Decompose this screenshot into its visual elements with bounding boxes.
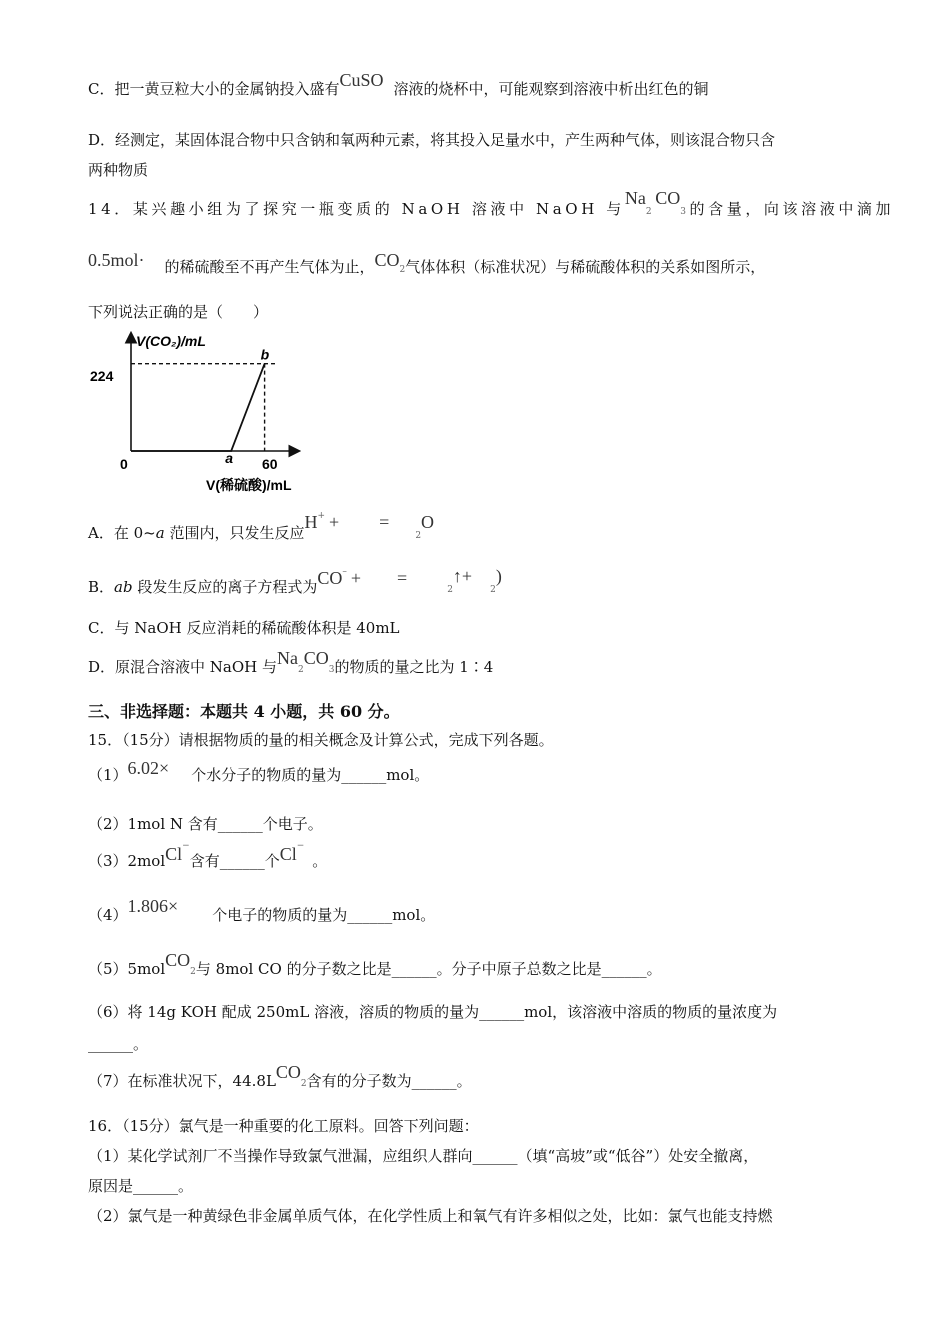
formula-co2-5: CO xyxy=(165,950,191,970)
q14-stem-text: 14．某兴趣小组为了探究一瓶变质的 NaOH 溶液中 NaOH 与 xyxy=(88,200,625,218)
q14-option-b-var: ab xyxy=(114,578,133,596)
q15-part-7-num: （7）在标准状况下，44.8L xyxy=(88,1072,276,1090)
formula-cl: Cl xyxy=(165,844,183,864)
formula-na2co3-part: CO xyxy=(655,188,681,208)
formula-plus-2: + xyxy=(350,568,362,588)
formula-arrow-up: ↑+ xyxy=(452,566,473,586)
q16-heading: 16．（15分）氯气是一种重要的化工原料。回答下列问题： xyxy=(88,1117,479,1135)
q15-part-1-num: （1） xyxy=(88,766,128,784)
formula-avogadro: 6.02× xyxy=(127,758,170,778)
q15-part-3-end: 。 xyxy=(312,852,328,870)
q15-part-4 xyxy=(88,896,436,925)
q16-part-1: （1）某化学试剂厂不当操作导致氯气泄漏，应组织人群向______（填“高坡”或“低谷”）处安全撤离， xyxy=(88,1147,759,1165)
y-axis-label: V(CO₂)/mL xyxy=(136,333,206,349)
q15-part-4-num: （4） xyxy=(88,906,128,924)
q15-part-6-cont: ______。 xyxy=(88,1035,149,1053)
x-axis-label: V(稀硫酸)/mL xyxy=(206,477,292,493)
formula-cl-charge: − xyxy=(182,841,190,851)
q14-option-b-text-2: 段发生反应的离子方程式为 xyxy=(132,578,318,596)
q15-part-4-text: 个电子的物质的量为______mol。 xyxy=(212,906,436,924)
origin-label: 0 xyxy=(120,456,128,472)
formula-equals-2: = xyxy=(397,568,408,588)
formula-o: O xyxy=(421,512,435,532)
formula-co2: CO xyxy=(374,250,400,270)
formula-cl-2: Cl xyxy=(279,844,297,864)
q15-part-6: （6）将 14g KOH 配成 250mL 溶液，溶质的物质的量为______mol，该溶液中溶质的物质的量浓度为 xyxy=(88,1003,778,1021)
formula-equals: = xyxy=(379,512,390,532)
formula-plus: + xyxy=(329,512,340,532)
q15-part-3 xyxy=(88,841,328,871)
formula-h: H xyxy=(304,512,318,532)
point-a-label: a xyxy=(225,450,233,466)
q14-stem-line2: 0.5mol· 的稀硫酸至不再产生气体为止，CO2气体体积（标准状况）与稀硫酸体积的关系如图所示， xyxy=(88,250,766,276)
q15-part-2: （2）1mol N 含有______个电子。 xyxy=(88,815,323,833)
q14-option-d: D．原混合溶液中 NaOH 与Na2CO3的物质的量之比为 1∶4 xyxy=(88,648,494,676)
formula-concentration: 0.5mol· xyxy=(88,250,145,270)
q14-stem-line3: 下列说法正确的是（ ） xyxy=(88,303,269,321)
q15-part-5-text: 与 8mol CO 的分子数之比是______。分子中原子总数之比是______。 xyxy=(195,960,662,978)
formula-paren: ) xyxy=(495,566,502,586)
q15-part-1 xyxy=(88,758,430,785)
q14-option-d-text: D．原混合溶液中 NaOH 与 xyxy=(88,658,278,676)
q16-part-2: （2）氯气是一种黄绿色非金属单质气体，在化学性质上和氧气有许多相似之处，比如：氯气也能支持燃 xyxy=(88,1207,773,1225)
formula-co2-7: CO xyxy=(275,1062,301,1082)
q14-stem-text-3: 的稀硫酸至不再产生气体为止， xyxy=(164,258,375,276)
q14-option-b: B．ab 段发生反应的离子方程式为CO– + =2↑+2) xyxy=(88,566,502,596)
series-line-co2 xyxy=(131,364,265,451)
q15-part-5-num: （5）5mol xyxy=(88,960,166,978)
formula-h-charge: + xyxy=(317,511,325,521)
formula-na2co3-d: Na xyxy=(277,648,299,668)
q15-heading: 15．（15分）请根据物质的量的相关概念及计算公式，完成下列各题。 xyxy=(88,731,554,749)
y-tick-label: 224 xyxy=(90,368,114,384)
q13-option-c-text-2: 溶液的烧杯中，可能观察到溶液中析出红色的铜 xyxy=(393,80,709,98)
q15-part-3-text: 含有______个 xyxy=(189,852,280,870)
x-tick-label: 60 xyxy=(262,456,278,472)
q15-part-7: （7）在标准状况下，44.8LCO2含有的分子数为______。 xyxy=(88,1062,472,1090)
q14-option-a-var: a xyxy=(155,524,165,542)
q14-stem-text-4: 气体体积（标准状况）与稀硫酸体积的关系如图所示， xyxy=(405,258,766,276)
q15-part-7-text: 含有的分子数为______。 xyxy=(306,1072,472,1090)
q14-stem-text-2: 的含量，向该溶液中滴加 xyxy=(689,200,895,218)
q13-option-d: D．经测定，某固体混合物中只含钠和氧两种元素，将其投入足量水中，产生两种气体，则该混合物只含 xyxy=(88,131,776,149)
q14-option-a-text-2: 范围内，只发生反应 xyxy=(164,524,305,542)
formula-cuso4: CuSO xyxy=(339,70,384,90)
q16-part-1-cont: 原因是______。 xyxy=(88,1177,194,1195)
formula-co3: CO xyxy=(317,568,343,588)
q14-stem-line1: 14．某兴趣小组为了探究一瓶变质的 NaOH 溶液中 NaOH 与Na2CO3的含量，向该溶液中滴加 xyxy=(88,188,895,218)
formula-na2co3: Na xyxy=(624,188,646,208)
q13-option-c-text: C．把一黄豆粒大小的金属钠投入盛有 xyxy=(88,80,340,98)
formula-na2co3-d-part: CO xyxy=(303,648,329,668)
q13-option-c xyxy=(88,70,709,99)
q15-part-5: （5）5molCO2与 8mol CO 的分子数之比是______。分子中原子总数之比是______。 xyxy=(88,950,662,978)
q14-option-a: A．在 0~a 范围内，只发生反应H+ + =2O xyxy=(88,511,435,542)
point-b-label: b xyxy=(260,346,270,363)
q14-option-a-text: A．在 0~ xyxy=(88,524,156,542)
q13-option-d-cont: 两种物质 xyxy=(88,161,149,179)
q14-chart xyxy=(88,326,318,496)
formula-electrons: 1.806× xyxy=(127,896,179,916)
q14-option-b-text: B． xyxy=(88,578,115,596)
formula-cl-2-charge: − xyxy=(296,841,305,851)
q14-option-c: C．与 NaOH 反应消耗的稀硫酸体积是 40mL xyxy=(88,619,400,637)
formula-co3-charge: – xyxy=(342,567,347,577)
q14-option-d-text-2: 的物质的量之比为 1∶4 xyxy=(334,658,494,676)
q15-part-3-num: （3）2mol xyxy=(88,852,166,870)
q15-part-1-text: 个水分子的物质的量为______mol。 xyxy=(191,766,430,784)
section-heading: 三、非选择题：本题共 4 小题，共 60 分。 xyxy=(88,702,400,721)
